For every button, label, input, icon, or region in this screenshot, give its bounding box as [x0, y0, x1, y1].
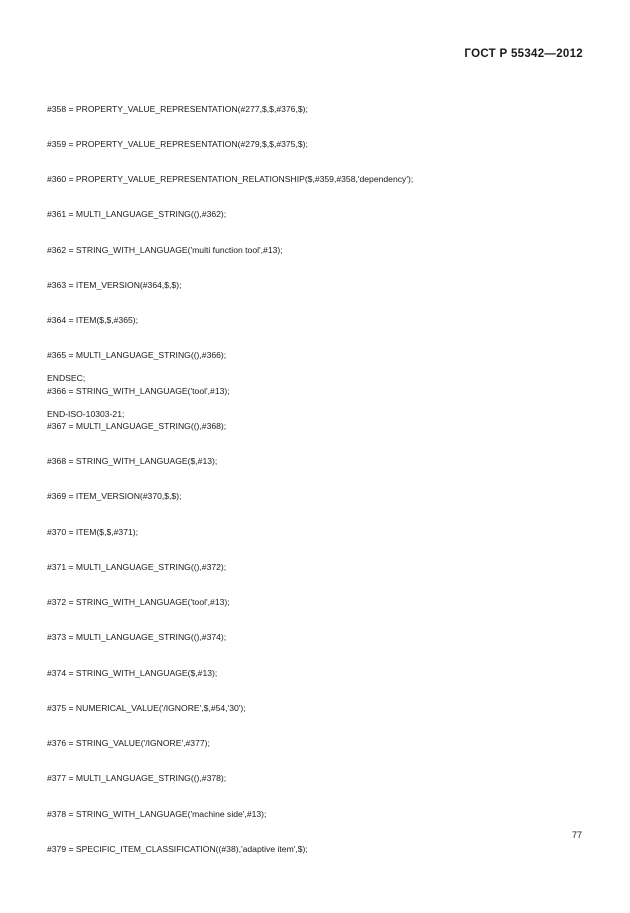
code-line: #361 = MULTI_LANGUAGE_STRING((),#362); — [47, 209, 227, 220]
code-line: #376 = STRING_VALUE('/IGNORE',#377); — [47, 738, 210, 748]
code-line: #364 = ITEM($,$,#365); — [47, 315, 139, 325]
code-line: #377 = MULTI_LANGUAGE_STRING((),#378); — [47, 773, 227, 784]
code-line: #379 = SPECIFIC_ITEM_CLASSIFICATION((#38),'adaptive item',$); — [47, 843, 308, 854]
code-line: #360 = PROPERTY_VALUE_REPRESENTATION_RELATIONSHIP($,#359,#358,'dependency'); — [47, 174, 414, 184]
code-line: #372 = STRING_WITH_LANGUAGE('tool',#13); — [47, 597, 230, 607]
code-line: #358 = PROPERTY_VALUE_REPRESENTATION(#277,$,$,#376,$); — [47, 103, 308, 114]
code-line: #365 = MULTI_LANGUAGE_STRING((),#366); — [47, 350, 227, 361]
code-line: #374 = STRING_WITH_LANGUAGE($,#13); — [47, 667, 218, 678]
code-line: #367 = MULTI_LANGUAGE_STRING((),#368); — [47, 420, 227, 431]
code-line: #366 = STRING_WITH_LANGUAGE('tool',#13); — [47, 385, 230, 396]
code-line: #362 = STRING_WITH_LANGUAGE('multi function tool',#13); — [47, 244, 283, 255]
code-line: #371 = MULTI_LANGUAGE_STRING((),#372); — [47, 561, 227, 572]
code-line: #373 = MULTI_LANGUAGE_STRING((),#374); — [47, 632, 227, 643]
code-line: #375 = NUMERICAL_VALUE('/IGNORE',$,#54,'30'); — [47, 702, 246, 713]
standard-code-header: ГОСТ Р 55342—2012 — [464, 48, 583, 60]
section-end-block — [47, 348, 124, 444]
code-line: #368 = STRING_WITH_LANGUAGE($,#13); — [47, 456, 218, 466]
code-block — [47, 80, 587, 879]
page-number: 77 — [571, 830, 582, 840]
end-iso-line: END-ISO-10303-21; — [47, 409, 125, 419]
endsec-line: ENDSEC; — [47, 373, 86, 383]
code-line: #363 = ITEM_VERSION(#364,$,$); — [47, 279, 182, 290]
code-line: #359 = PROPERTY_VALUE_REPRESENTATION(#279,$,$,#375,$); — [47, 138, 308, 149]
code-line: #369 = ITEM_VERSION(#370,$,$); — [47, 491, 182, 502]
code-line: #378 = STRING_WITH_LANGUAGE('machine side',#13); — [47, 808, 267, 819]
code-line: #370 = ITEM($,$,#371); — [47, 526, 139, 537]
